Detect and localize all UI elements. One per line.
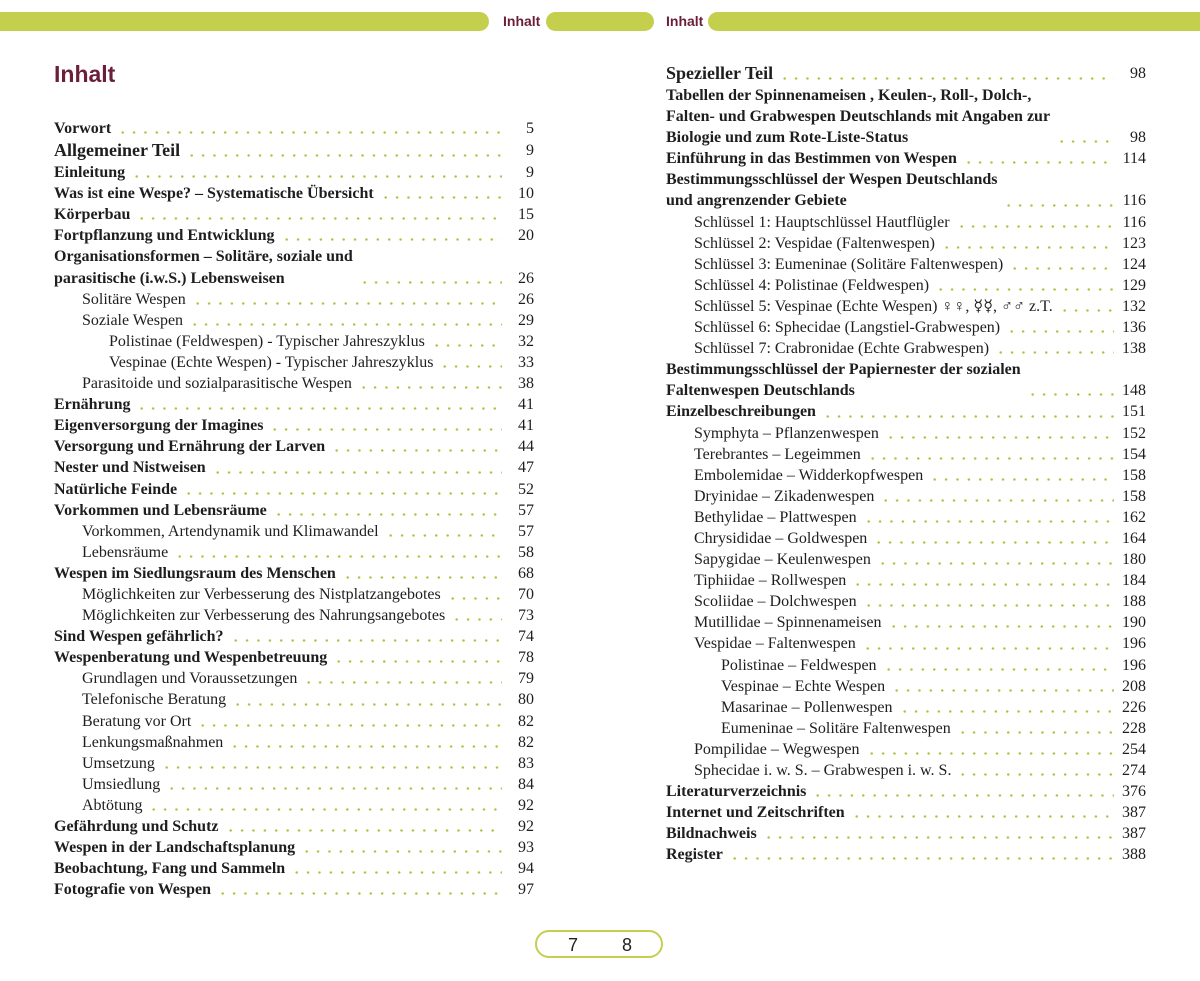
toc-entry	[666, 718, 1146, 739]
toc-entry-title: Was ist eine Wespe? – Systematische Übersicht	[54, 185, 374, 203]
toc-entry-title: Möglichkeiten zur Verbesserung des Nistplatzangebotes	[82, 585, 441, 603]
toc-entry-page: 148	[1122, 382, 1146, 400]
toc-entry-title: Einzelbeschreibungen	[666, 403, 816, 421]
page-number-left: 7	[568, 935, 579, 955]
dot-leader	[963, 161, 1114, 164]
dot-leader	[763, 836, 1114, 839]
dot-leader	[822, 415, 1114, 418]
dot-leader	[852, 583, 1114, 586]
toc-entry	[54, 732, 534, 753]
toc-entry-title: Embolemidae – Widderkopfwespen	[694, 466, 924, 484]
toc-entry	[666, 633, 1146, 654]
toc-entry-title: Schlüssel 1: Hauptschlüssel Hautflügler	[694, 213, 950, 231]
toc-entry	[666, 338, 1146, 359]
toc-entry-title: Tiphiidae – Rollwespen	[694, 572, 847, 590]
toc-entry-title: Allgemeiner Teil	[54, 140, 181, 161]
toc-entry-page: 20	[518, 227, 534, 245]
toc-entry	[54, 183, 534, 204]
dot-leader	[935, 288, 1114, 291]
toc-entry-page: 68	[518, 564, 534, 582]
toc-entry	[666, 844, 1146, 865]
toc-entry	[54, 352, 534, 373]
dot-leader	[862, 647, 1114, 650]
dot-leader	[1056, 140, 1114, 143]
dot-leader	[1006, 330, 1114, 333]
header-label-left: Inhalt	[503, 13, 541, 29]
dot-leader	[899, 710, 1114, 713]
toc-entry-title: Polistinae – Feldwespen	[721, 656, 877, 674]
toc-entry	[54, 436, 534, 457]
toc-entry	[666, 676, 1146, 697]
toc-entry	[54, 795, 534, 816]
toc-entry-title: Tabellen der Spinnenameisen , Keulen-, Roll-, Dolch-, Falten- und Grabwespen Deutschlands mit Angaben zur Biologie und zum Rote-Liste-Status	[666, 87, 1051, 147]
toc-entry	[54, 118, 534, 139]
page-number-right: 8	[622, 935, 633, 955]
dot-leader	[439, 365, 502, 368]
dot-leader	[451, 618, 502, 621]
toc-entry-page: 92	[518, 796, 534, 814]
toc-entry	[54, 858, 534, 879]
dot-leader	[779, 77, 1114, 80]
dot-leader	[269, 428, 502, 431]
toc-entry-page: 57	[518, 522, 534, 540]
dot-leader	[273, 513, 502, 516]
toc-entry-title: Bestimmungsschlüssel der Papiernester der sozialen Faltenwespen Deutschlands	[666, 361, 1021, 400]
dot-leader	[957, 773, 1114, 776]
toc-entry-page: 129	[1122, 276, 1146, 294]
dot-leader	[192, 302, 502, 305]
toc-entry-title: Register	[666, 846, 723, 864]
toc-entry-page: 196	[1122, 656, 1146, 674]
toc-entry	[666, 254, 1146, 275]
toc-entry	[54, 584, 534, 605]
toc-entry-page: 47	[518, 459, 534, 477]
toc-entry-title: Spezieller Teil	[666, 63, 774, 83]
toc-entry-title: Vespidae – Faltenwespen	[694, 635, 856, 653]
toc-entry	[54, 457, 534, 478]
toc-entry-title: Beobachtung, Fang und Sammeln	[54, 860, 286, 878]
toc-entry-title: Chrysididae – Goldwespen	[694, 529, 868, 547]
dot-leader	[117, 131, 502, 134]
toc-entry-page: 57	[518, 501, 534, 519]
toc-entry-title: Internet und Zeitschriften	[666, 804, 845, 822]
toc-entry-title: Vespinae – Echte Wespen	[721, 677, 886, 695]
toc-entry-page: 152	[1122, 424, 1146, 442]
toc-entry	[666, 317, 1146, 338]
page-title: Inhalt	[54, 61, 116, 87]
toc-entry-page: 33	[518, 353, 534, 371]
toc-entry-page: 184	[1122, 572, 1146, 590]
toc-entry	[666, 465, 1146, 486]
toc-entry-page: 98	[1130, 129, 1146, 147]
dot-leader	[995, 351, 1114, 354]
toc-entry-page: 41	[518, 396, 534, 414]
toc-entry-title: Umsetzung	[82, 754, 155, 772]
toc-entry	[54, 689, 534, 710]
dot-leader	[281, 238, 502, 241]
dot-leader	[183, 492, 502, 495]
dot-leader	[229, 745, 502, 748]
toc-entry	[666, 507, 1146, 528]
dot-leader	[333, 660, 502, 663]
toc-entry-title: Symphyta – Pflanzenwespen	[694, 424, 879, 442]
toc-entry-page: 82	[518, 712, 534, 730]
toc-entry-title: Natürliche Feinde	[54, 480, 178, 498]
dot-leader	[883, 668, 1114, 671]
dot-leader	[230, 639, 502, 642]
toc-entry-title: Terebrantes – Legeimmen	[694, 445, 861, 463]
dot-leader	[447, 597, 502, 600]
dot-leader	[136, 407, 502, 410]
toc-entry	[54, 563, 534, 584]
toc-entry-title: Schlüssel 7: Crabronidae (Echte Grabwespen)	[694, 340, 990, 358]
dot-leader	[867, 457, 1114, 460]
toc-entry	[666, 401, 1146, 422]
toc-entry	[666, 802, 1146, 823]
dot-leader	[1009, 267, 1114, 270]
toc-entry-page: 138	[1122, 340, 1146, 358]
toc-entry-page: 208	[1122, 677, 1146, 695]
toc-entry-page: 190	[1122, 614, 1146, 632]
toc-entry-title: Dryinidae – Zikadenwespen	[694, 487, 875, 505]
toc-left-column	[54, 118, 534, 900]
toc-entry	[666, 423, 1146, 444]
dot-leader	[291, 871, 502, 874]
toc-entry	[54, 626, 534, 647]
dot-leader	[166, 787, 502, 790]
toc-entry-title: Soziale Wespen	[82, 311, 184, 329]
toc-entry	[666, 528, 1146, 549]
toc-entry-title: Sphecidae i. w. S. – Grabwespen i. w. S.	[694, 762, 952, 779]
toc-entry-page: 158	[1122, 466, 1146, 484]
toc-entry-title: Wespen in der Landschaftsplanung	[54, 839, 296, 857]
dot-leader	[941, 246, 1114, 249]
toc-entry-title: Literaturverzeichnis	[666, 783, 807, 801]
toc-entry-title: Sind Wespen gefährlich?	[54, 628, 224, 646]
header-label-right: Inhalt	[666, 13, 704, 29]
dot-leader	[729, 857, 1114, 860]
toc-entry-title: Einführung in das Bestimmen von Wespen	[666, 150, 957, 168]
toc-entry	[54, 415, 534, 436]
toc-entry-title: Umsiedlung	[82, 775, 161, 793]
toc-entry-page: 38	[518, 375, 534, 393]
toc-entry-title: Grundlagen und Voraussetzungen	[82, 670, 298, 688]
toc-entry-page: 5	[526, 120, 534, 137]
toc-entry-page: 94	[518, 860, 534, 878]
toc-entry	[666, 359, 1146, 401]
toc-entry	[54, 774, 534, 795]
toc-entry	[666, 233, 1146, 254]
dot-leader	[888, 625, 1114, 628]
toc-entry-page: 188	[1122, 593, 1146, 611]
dot-leader	[358, 386, 502, 389]
toc-entry-page: 132	[1122, 297, 1146, 315]
toc-entry	[54, 605, 534, 626]
toc-entry-page: 10	[518, 185, 534, 203]
toc-entry-page: 9	[526, 142, 534, 160]
toc-entry-title: Vorkommen und Lebensräume	[54, 501, 267, 519]
toc-entry-title: Pompilidae – Wegwespen	[694, 740, 860, 758]
dot-leader	[877, 562, 1114, 565]
toc-entry-title: Vorkommen, Artendynamik und Klimawandel	[82, 522, 379, 540]
dot-leader	[136, 217, 502, 220]
header-bar-right	[708, 12, 1200, 31]
toc-entry	[666, 62, 1146, 85]
toc-entry-page: 73	[518, 607, 534, 625]
dot-leader	[866, 752, 1115, 755]
toc-entry	[54, 373, 534, 394]
toc-entry-page: 44	[518, 438, 534, 456]
header-bar-left	[0, 12, 489, 31]
toc-entry-page: 158	[1122, 487, 1146, 505]
toc-entry	[54, 162, 534, 183]
toc-right-column	[666, 62, 1146, 865]
toc-entry	[54, 816, 534, 837]
dot-leader	[359, 281, 502, 284]
dot-leader	[885, 436, 1114, 439]
toc-entry-page: 52	[518, 480, 534, 498]
toc-entry-title: Körperbau	[54, 206, 131, 224]
toc-entry	[666, 296, 1146, 317]
dot-leader	[863, 520, 1114, 523]
toc-entry-page: 196	[1122, 635, 1146, 653]
toc-entry-page: 82	[518, 733, 534, 751]
toc-entry-title: Bildnachweis	[666, 825, 757, 843]
toc-entry	[666, 169, 1146, 211]
toc-entry-title: Solitäre Wespen	[82, 290, 186, 308]
toc-entry-page: 98	[1130, 65, 1146, 82]
toc-entry-title: Ernährung	[54, 396, 131, 414]
toc-entry	[666, 549, 1146, 570]
toc-entry	[54, 837, 534, 858]
toc-entry-title: Vespinae (Echte Wespen) - Typischer Jahreszyklus	[109, 353, 434, 371]
toc-entry-page: 387	[1122, 825, 1146, 843]
toc-entry	[54, 879, 534, 900]
toc-entry-page: 74	[518, 628, 534, 646]
toc-entry-page: 274	[1122, 762, 1146, 779]
toc-entry-title: Schlüssel 5: Vespinae (Echte Wespen) ♀♀, ☿☿, ♂♂ z.T.	[694, 297, 1053, 315]
dot-leader	[189, 323, 502, 326]
dot-leader	[929, 478, 1114, 481]
toc-entry-page: 78	[518, 649, 534, 667]
toc-entry-title: Fotografie von Wespen	[54, 881, 212, 899]
dot-leader	[174, 555, 502, 558]
dot-leader	[891, 689, 1114, 692]
dot-leader	[148, 808, 502, 811]
toc-entry-title: Bestimmungsschlüssel der Wespen Deutschlands und angrenzender Gebiete	[666, 171, 998, 210]
toc-entry-page: 32	[518, 332, 534, 350]
toc-entry	[666, 823, 1146, 844]
toc-entry-page: 15	[518, 206, 534, 224]
toc-entry	[54, 204, 534, 225]
toc-entry-page: 79	[518, 670, 534, 688]
toc-entry	[54, 542, 534, 563]
toc-entry-title: Wespenberatung und Wespenbetreuung	[54, 649, 328, 667]
toc-entry	[666, 486, 1146, 507]
toc-entry-page: 387	[1122, 804, 1146, 822]
toc-entry-title: Gefährdung und Schutz	[54, 818, 219, 835]
dot-leader	[957, 731, 1114, 734]
toc-entry	[54, 500, 534, 521]
toc-entry-title: Sapygidae – Keulenwespen	[694, 551, 871, 569]
toc-entry-page: 226	[1122, 698, 1146, 716]
dot-leader	[956, 225, 1114, 228]
dot-leader	[225, 829, 503, 832]
toc-entry-title: Scoliidae – Dolchwespen	[694, 593, 857, 611]
toc-entry-page: 123	[1122, 234, 1146, 252]
toc-entry-title: Beratung vor Ort	[82, 712, 192, 730]
toc-entry-page: 80	[518, 691, 534, 709]
toc-entry	[666, 781, 1146, 802]
toc-entry-page: 84	[518, 775, 534, 793]
toc-entry-title: Möglichkeiten zur Verbesserung des Nahrungsangebotes	[82, 607, 446, 625]
dot-leader	[131, 175, 502, 178]
toc-entry-title: Polistinae (Feldwespen) - Typischer Jahreszyklus	[109, 332, 425, 350]
toc-entry-title: Lebensräume	[82, 543, 169, 561]
toc-entry-page: 136	[1122, 319, 1146, 337]
toc-entry-page: 116	[1122, 213, 1146, 231]
toc-entry-title: Lenkungsmaßnahmen	[82, 733, 224, 751]
toc-entry	[666, 444, 1146, 465]
toc-entry	[54, 711, 534, 732]
dot-leader	[197, 724, 502, 727]
toc-entry-page: 376	[1122, 783, 1146, 801]
toc-entry	[54, 647, 534, 668]
toc-entry	[54, 479, 534, 500]
toc-entry-page: 9	[526, 164, 534, 182]
dot-leader	[212, 471, 502, 474]
toc-entry-page: 180	[1122, 551, 1146, 569]
dot-leader	[812, 794, 1114, 797]
toc-entry	[54, 394, 534, 415]
toc-entry	[666, 760, 1146, 781]
toc-entry-page: 254	[1122, 740, 1146, 758]
toc-entry-page: 228	[1122, 719, 1146, 737]
toc-entry-page: 124	[1122, 255, 1146, 273]
toc-entry	[54, 139, 534, 162]
toc-entry	[666, 275, 1146, 296]
toc-entry	[54, 668, 534, 689]
toc-entry-page: 26	[518, 290, 534, 308]
toc-entry-title: Wespen im Siedlungsraum des Menschen	[54, 564, 336, 582]
dot-leader	[331, 449, 502, 452]
toc-entry	[666, 212, 1146, 233]
toc-entry-title: Schlüssel 2: Vespidae (Faltenwespen)	[694, 234, 935, 252]
toc-entry	[666, 85, 1146, 148]
header-bar-center	[546, 12, 654, 31]
dot-leader	[385, 534, 502, 537]
toc-entry-page: 29	[518, 311, 534, 329]
dot-leader	[380, 196, 502, 199]
toc-entry-title: Versorgung und Ernährung der Larven	[54, 438, 326, 456]
toc-entry-page: 93	[518, 839, 534, 857]
toc-entry-page: 388	[1122, 846, 1146, 864]
toc-entry-page: 116	[1122, 192, 1146, 210]
dot-leader	[161, 766, 502, 769]
toc-entry-page: 164	[1122, 529, 1146, 547]
toc-entry-title: Schlüssel 6: Sphecidae (Langstiel-Grabwespen)	[694, 319, 1001, 337]
toc-entry	[666, 612, 1146, 633]
toc-entry-title: Abtötung	[82, 796, 143, 814]
toc-entry	[54, 225, 534, 246]
toc-entry-title: Masarinae – Pollenwespen	[721, 698, 893, 716]
toc-entry-title: Parasitoide und sozialparasitische Wespen	[82, 375, 352, 393]
toc-entry-title: Nester und Nistweisen	[54, 459, 206, 477]
toc-entry-title: Mutillidae – Spinnenameisen	[694, 614, 882, 632]
toc-entry	[666, 739, 1146, 760]
toc-entry	[54, 310, 534, 331]
dot-leader	[431, 344, 502, 347]
dot-leader	[1059, 309, 1114, 312]
toc-entry	[54, 289, 534, 310]
dot-leader	[217, 892, 502, 895]
dot-leader	[863, 604, 1114, 607]
dot-leader	[873, 541, 1114, 544]
toc-entry-title: Fortpflanzung und Entwicklung	[54, 227, 275, 245]
dot-leader	[186, 154, 502, 157]
toc-entry-page: 26	[518, 269, 534, 287]
toc-entry	[666, 591, 1146, 612]
toc-entry	[54, 246, 534, 288]
toc-entry	[54, 331, 534, 352]
dot-leader	[880, 499, 1114, 502]
toc-entry	[54, 521, 534, 542]
toc-entry-page: 70	[518, 585, 534, 603]
toc-entry-title: Einleitung	[54, 164, 126, 182]
toc-entry	[666, 148, 1146, 169]
toc-entry	[54, 753, 534, 774]
toc-entry-page: 162	[1122, 508, 1146, 526]
dot-leader	[342, 576, 502, 579]
dot-leader	[1027, 393, 1114, 396]
toc-entry-page: 97	[518, 881, 534, 899]
dot-leader	[303, 681, 502, 684]
toc-entry-page: 92	[518, 818, 534, 835]
toc-entry	[666, 570, 1146, 591]
toc-entry-page: 41	[518, 417, 534, 435]
dot-leader	[232, 703, 502, 706]
toc-entry-title: Eumeninae – Solitäre Faltenwespen	[721, 719, 951, 737]
toc-entry-page: 154	[1122, 445, 1146, 463]
toc-entry-page: 83	[518, 754, 534, 772]
toc-entry-title: Schlüssel 4: Polistinae (Feldwespen)	[694, 276, 930, 294]
toc-entry	[666, 655, 1146, 676]
dot-leader	[1003, 204, 1114, 207]
toc-entry-title: Organisationsformen – Solitäre, soziale und parasitische (i.w.S.) Lebensweisen	[54, 248, 353, 287]
dot-leader	[851, 815, 1114, 818]
toc-entry-title: Telefonische Beratung	[82, 691, 227, 709]
toc-entry-title: Schlüssel 3: Eumeninae (Solitäre Faltenwespen)	[694, 255, 1004, 273]
toc-entry-title: Bethylidae – Plattwespen	[694, 508, 857, 526]
dot-leader	[301, 850, 502, 853]
toc-entry	[666, 697, 1146, 718]
page-number-footer	[535, 930, 663, 958]
toc-entry-page: 58	[518, 543, 534, 561]
toc-entry-title: Eigenversorgung der Imagines	[54, 417, 264, 435]
toc-entry-page: 151	[1122, 403, 1146, 421]
toc-entry-title: Vorwort	[54, 120, 112, 137]
toc-entry-page: 114	[1122, 150, 1146, 168]
